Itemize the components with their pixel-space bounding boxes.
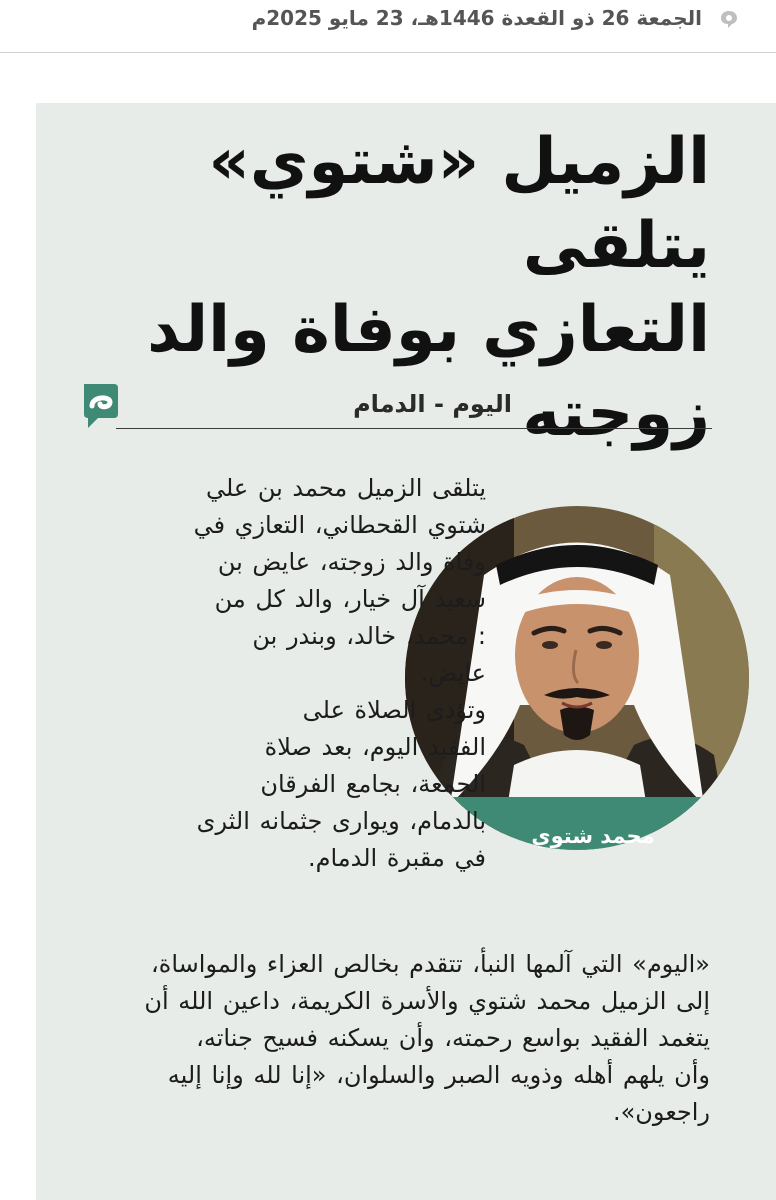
paragraph-2-line: الفقيد اليوم، بعد صلاة (264, 733, 486, 761)
article-closing-paragraph (60, 946, 710, 1131)
paragraph-3-line: راجعون». (612, 1098, 710, 1126)
paragraph-1-line: يتلقى الزميل محمد بن علي (205, 474, 486, 502)
photo-caption: محمد شتوي (531, 824, 655, 848)
paragraph-3-line: وأن يلهم أهله وذويه الصبر والسلوان، «إنا لله وإنا إليه (167, 1061, 710, 1089)
article-body-column (193, 470, 486, 877)
paragraph-3-line: إلى الزميل محمد شتوي والأسرة الكريمة، داعين الله أن (144, 987, 710, 1015)
paragraph-2-line: في مقبرة الدمام. (307, 844, 486, 872)
paragraph-2-line: بالدمام، ويوارى جثمانه الثرى (196, 807, 486, 835)
top-bar (0, 0, 776, 53)
alyaum-logo-icon (718, 8, 740, 30)
paragraph-1-line: وفاة والد زوجته، عايض بن (217, 548, 486, 576)
paragraph-1-line: سعيد آل خيار، والد كل من (214, 585, 486, 613)
article-byline: اليوم - الدمام (353, 390, 512, 418)
publication-date: الجمعة 26 ذو القعدة 1446هـ، 23 مايو 2025م (251, 6, 702, 30)
paragraph-1-line: عايض. (420, 659, 486, 687)
paragraph-3-line: يتغمد الفقيد بواسع رحمته، وأن يسكنه فسيح جناته، (196, 1024, 710, 1052)
headline-line: الزميل «شتوي» يتلقى (208, 125, 710, 283)
alyaum-logo-icon (80, 380, 122, 430)
paragraph-1-line: شتوي القحطاني، التعازي في (193, 511, 486, 539)
headline-line: التعازي بوفاة والد زوجته (147, 293, 710, 451)
paragraph-3-line: «اليوم» التي آلمها النبأ، تتقدم بخالص العزاء والمواساة، (151, 950, 710, 978)
paragraph-2-line: وتؤدى الصلاة على (302, 696, 486, 724)
byline-divider (116, 428, 712, 429)
paragraph-1-line: : محمد، خالد، وبندر بن (252, 622, 486, 650)
paragraph-2-line: الجمعة، بجامع الفرقان (260, 770, 486, 798)
